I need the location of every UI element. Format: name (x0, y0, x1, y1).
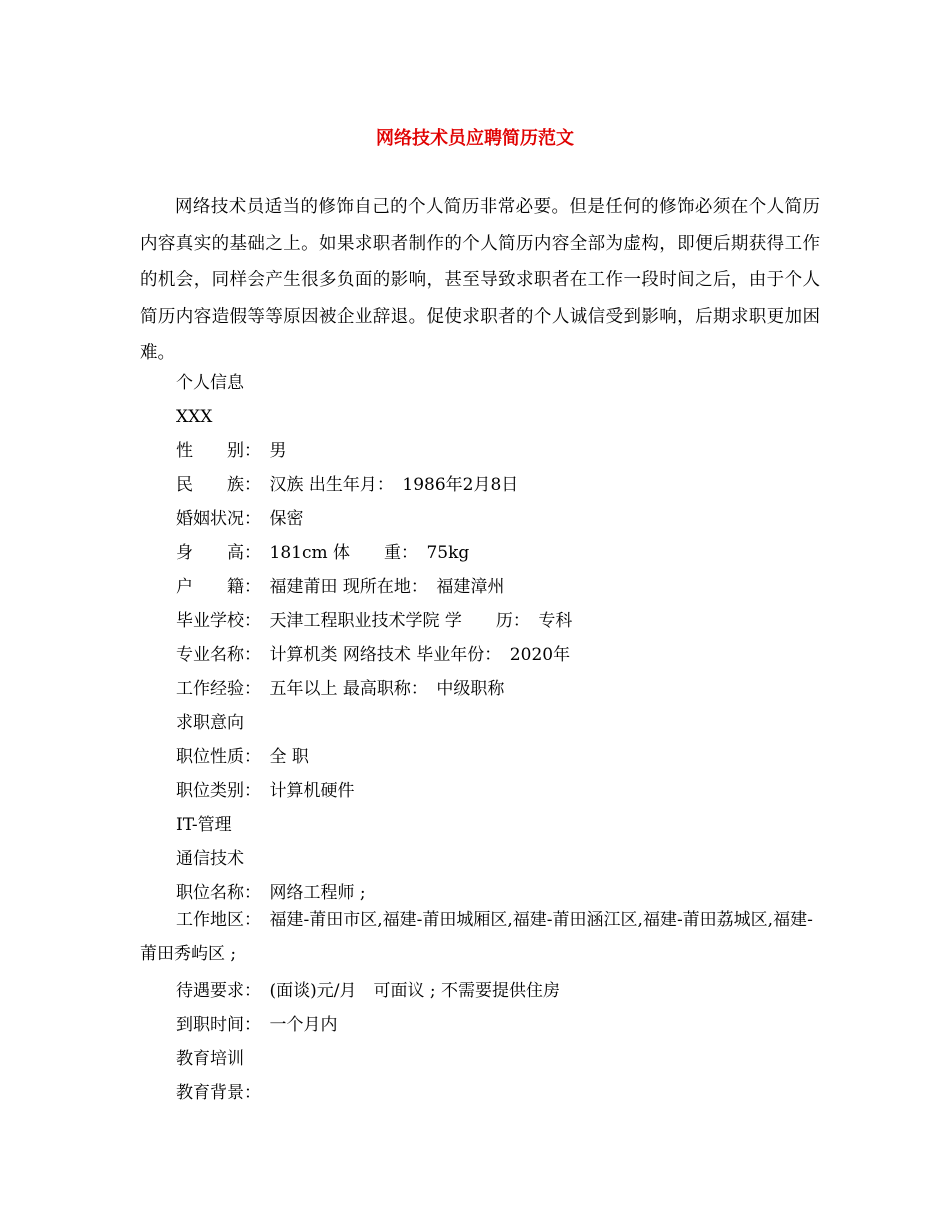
height-weight-line: 身 高： 181cm 体 重： 75kg (176, 543, 470, 563)
job-category-line: 职位类别： 计算机硬件 (176, 781, 355, 801)
education-background-line: 教育背景： (176, 1083, 261, 1103)
work-area-paragraph: 工作地区： 福建-莆田市区,福建-莆田城厢区,福建-莆田涵江区,福建-莆田荔城区,福建-莆田秀屿区 ; (140, 910, 813, 964)
section-heading-personal-info: 个人信息 (176, 373, 244, 393)
job-category-communication: 通信技术 (176, 849, 244, 869)
start-time-line: 到职时间： 一个月内 (176, 1015, 338, 1035)
document-title: 网络技术员应聘简历范文 (376, 128, 574, 149)
school-degree-line: 毕业学校： 天津工程职业技术学院 学 历： 专科 (176, 611, 573, 631)
salary-line: 待遇要求： (面谈)元/月 可面议 ; 不需要提供住房 (176, 981, 561, 1001)
section-heading-education: 教育培训 (176, 1049, 244, 1069)
marital-status-line: 婚姻状况： 保密 (176, 509, 304, 529)
ethnicity-birth-line: 民 族： 汉族 出生年月： 1986年2月8日 (176, 475, 519, 495)
gender-line: 性 别： 男 (176, 441, 287, 461)
name-line: XXX (176, 407, 213, 427)
hometown-location-line: 户 籍： 福建莆田 现所在地： 福建漳州 (176, 577, 505, 597)
major-gradyear-line: 专业名称： 计算机类 网络技术 毕业年份： 2020年 (176, 645, 571, 665)
job-nature-line: 职位性质： 全 职 (176, 747, 309, 767)
section-heading-job-intention: 求职意向 (176, 713, 244, 733)
job-category-it-management: IT-管理 (176, 815, 232, 835)
experience-title-line: 工作经验： 五年以上 最高职称： 中级职称 (176, 679, 505, 699)
intro-paragraph: 网络技术员适当的修饰自己的个人简历非常必要。但是任何的修饰必须在个人简历内容真实的基础之上。如果求职者制作的个人简历内容全部为虚构，即便后期获得工作的机会，同样会产生很多负面的影响，甚至导致求职者在工作一段时间之后，由于个人简历内容造假等等原因被企业辞退。促使求职者的个人诚信受到影响，后期求职更加困难。 (140, 197, 820, 363)
job-title-line: 职位名称： 网络工程师 ; (176, 883, 366, 903)
